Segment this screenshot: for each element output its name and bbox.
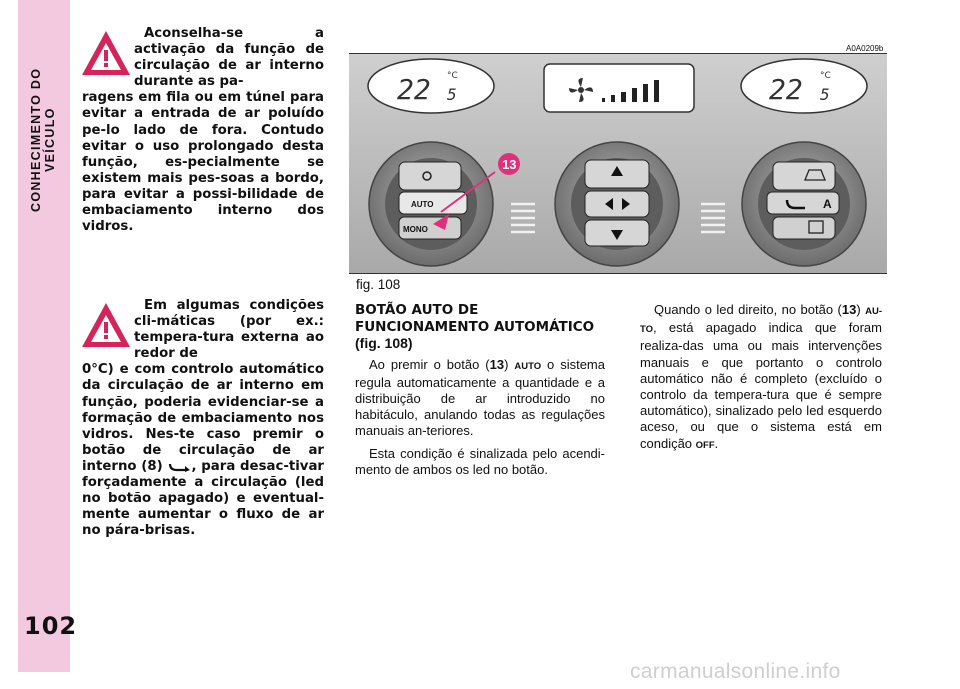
display-right-decimal: 5 [820, 85, 830, 104]
warning-2-intro: Em algumas condições cli-máticas (por ex.: tempera-tura externa ao redor de [134, 298, 324, 362]
figure-code: A0A0209b [846, 44, 884, 53]
p1-c: o sistema regula automaticamente a quantidade e a distribuição de ar introduzido no habitáculo, anulando todas as regulações manuais an-teriores. [355, 356, 605, 439]
section-heading [355, 302, 605, 353]
p3-d: . [714, 435, 719, 451]
display-left-value: 22 [397, 73, 431, 106]
warning-1-intro: Aconselha-se a activação da função de circulação de ar interno durante as pa- [134, 26, 324, 90]
a-button-label: A [823, 197, 832, 211]
recirculation-icon [167, 461, 191, 471]
paragraph-2: Esta condição é sinalizada pelo acendi-mento de ambos os led no botão. [355, 445, 605, 477]
warning-2-body-a: 0°C) e com controlo automático da circulação de ar interno em função, poderia evidenciar-se a formação de embaciamento nos vidros. Nes-te caso premir o botão de circulação de ar interno (8) [82, 362, 324, 474]
warning-1-body: ragens em fila ou em túnel para evitar a entrada de ar poluído pe-lo lado de fora. Contudo evitar o uso prolongado desta função, es-pecialmente se existem mais pes-soas a bordo, para evitar a possi-bilidade de embaciamento interno dos vidros. [82, 90, 324, 235]
display-right-unit: °C [820, 71, 831, 81]
auto-button-section [355, 302, 605, 484]
watermark: carmanualsonline.info [630, 660, 841, 683]
warning-1-text [82, 26, 324, 235]
mono-button-label: MONO [403, 225, 428, 234]
display-left-unit: °C [447, 71, 458, 81]
led-description [640, 302, 882, 454]
warning-2-body [82, 362, 324, 539]
callout-number: 13 [502, 157, 517, 172]
paragraph-3 [640, 302, 882, 454]
heading-main: BOTÃO AUTO DE FUNCIONAMENTO AUTOMÁTICO [355, 302, 595, 335]
p3-a: Quando o led direito, no botão ( [654, 302, 842, 317]
climate-control-figure [349, 53, 887, 274]
p1-auto: AUTO [514, 360, 542, 372]
p3-c: , está apagado indica que foram realiza-das uma ou mais intervenções manuais e que portanto o controlo automático não é completo (excluído o controlo da tempera-tura que é sempre automático), sinalizado pelo led esquerdo aceso, ou que o sistema está em condição [640, 320, 882, 451]
display-right-value: 22 [769, 73, 803, 106]
section-title: CONHECIMENTO DO VEÍCULO [29, 67, 57, 213]
p3-off: OFF [695, 439, 715, 451]
paragraph-1 [355, 357, 605, 440]
p1-button-number: 13 [489, 356, 505, 372]
warning-2-text [82, 298, 324, 539]
p1-a: Ao premir o botão ( [369, 356, 490, 372]
warning-2-body-b: , para desac-tivar forçadamente a circulação (led no botão apagado) e eventual-mente aumentar o fluxo de ar no pára-brisas. [82, 458, 324, 539]
page-number: 102 [24, 612, 78, 640]
p3-b: ) [856, 302, 866, 317]
auto-button-label: AUTO [411, 200, 434, 209]
p3-button-number: 13 [841, 302, 857, 317]
display-left-decimal: 5 [447, 85, 457, 104]
p3-auto: AU-TO [640, 306, 882, 336]
figure-caption: fig. 108 [356, 277, 401, 292]
heading-suffix: (fig. 108) [355, 335, 413, 351]
p1-b: ) [504, 356, 515, 372]
